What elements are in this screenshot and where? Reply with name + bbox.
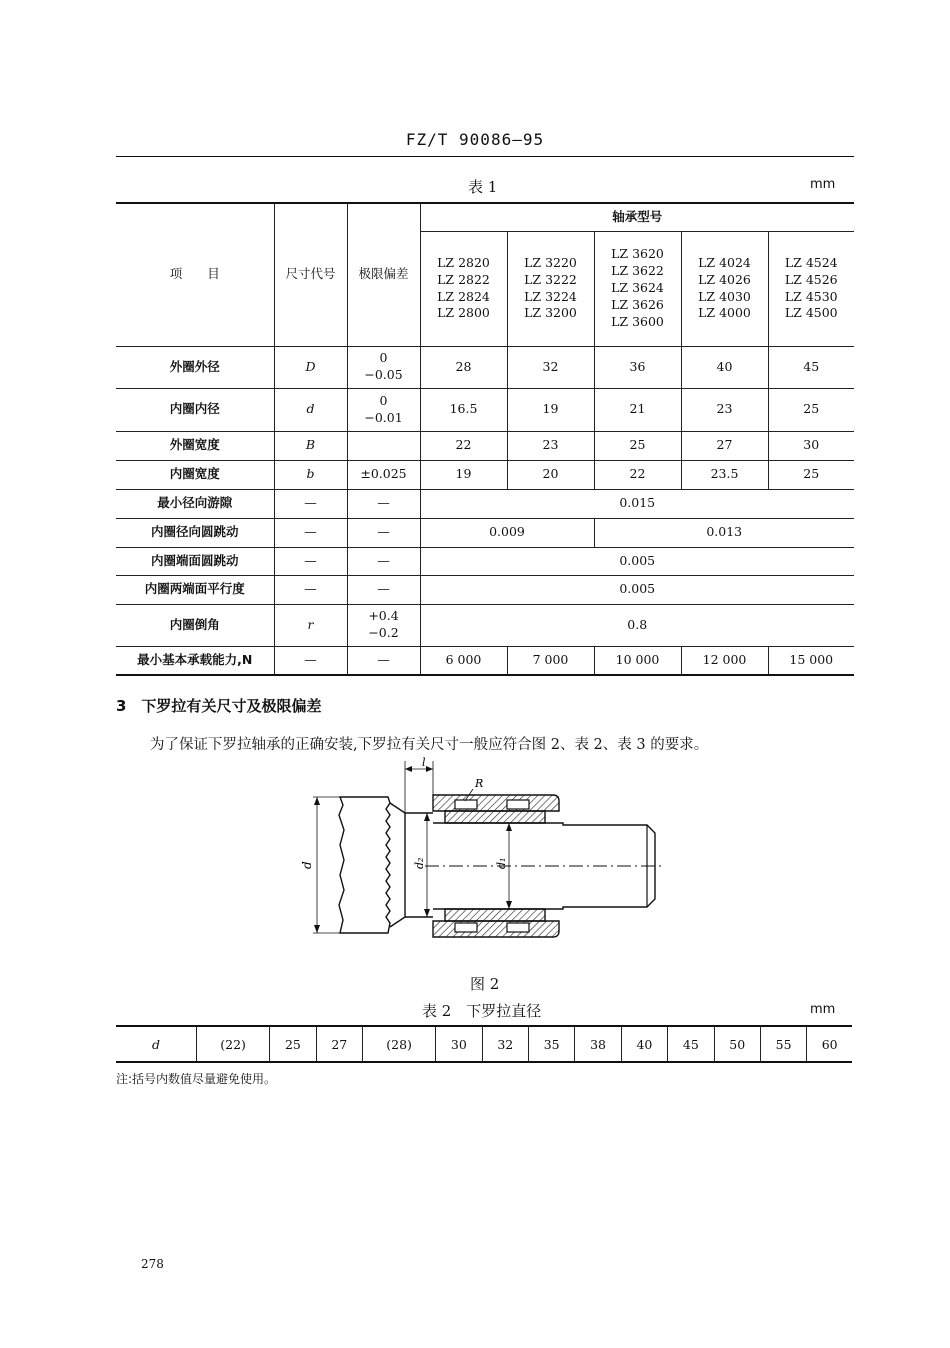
dim-d2-label: d₂ bbox=[413, 857, 426, 869]
dim-l-label: l bbox=[422, 756, 426, 769]
table-row: 内圈倒角 r +0.4 −0.2 0.8 bbox=[116, 604, 854, 646]
needle-roller bbox=[507, 923, 529, 932]
outer-ring-bottom bbox=[433, 921, 559, 937]
table-note: 注:括号内数值尽量避免使用。 bbox=[116, 1072, 277, 1086]
header-symbol: 尺寸代号 bbox=[274, 203, 347, 346]
radius-label: R bbox=[475, 777, 484, 790]
table-row: 内圈端面圆跳动 — — 0.005 bbox=[116, 547, 854, 575]
table1 bbox=[116, 202, 854, 676]
table2-unit: mm bbox=[810, 1002, 836, 1017]
document-code: FZ/T 90086—95 bbox=[405, 130, 545, 149]
tolerance-cell: 0 −0.01 bbox=[347, 388, 420, 431]
table-row: 外圈宽度 B 22 23 25 27 30 bbox=[116, 431, 854, 460]
outer-ring-top bbox=[433, 795, 559, 811]
table-row: 外圈外径 D 0 −0.05 28 32 36 40 45 bbox=[116, 346, 854, 388]
model-cell: LZ 3220 LZ 3222 LZ 3224 LZ 3200 bbox=[507, 231, 594, 346]
model-cell: LZ 4524 LZ 4526 LZ 4530 LZ 4500 bbox=[768, 231, 854, 346]
model-cell: LZ 3620 LZ 3622 LZ 3624 LZ 3626 LZ 3600 bbox=[594, 231, 681, 346]
inner-ring-bottom bbox=[445, 909, 545, 921]
table2 bbox=[116, 1025, 852, 1063]
header-bearing-model: 轴承型号 bbox=[420, 203, 854, 231]
model-cell: LZ 4024 LZ 4026 LZ 4030 LZ 4000 bbox=[681, 231, 768, 346]
table2-caption: 表 2 下罗拉直径 bbox=[422, 1002, 542, 1020]
dim-d-label: d bbox=[300, 861, 314, 869]
needle-roller bbox=[455, 800, 477, 809]
table-row: 内圈径向圆跳动 — — 0.009 0.013 bbox=[116, 518, 854, 547]
table-row: 最小径向游隙 — — 0.015 bbox=[116, 489, 854, 518]
header-tolerance: 极限偏差 bbox=[347, 203, 420, 346]
table-row: 内圈宽度 b ±0.025 19 20 22 23.5 25 bbox=[116, 460, 854, 489]
roller-body bbox=[339, 797, 390, 933]
table1-caption: 表 1 bbox=[468, 178, 498, 196]
tolerance-cell: +0.4 −0.2 bbox=[347, 604, 420, 646]
header-item: 项 目 bbox=[116, 203, 274, 346]
section-paragraph: 为了保证下罗拉轴承的正确安装,下罗拉有关尺寸一般应符合图 2、表 2、表 3 的要求。 bbox=[150, 737, 709, 753]
inner-ring-top bbox=[445, 811, 545, 823]
page-number: 278 bbox=[141, 1257, 164, 1271]
dim-d1-label: d₁ bbox=[495, 857, 508, 869]
table-row: 内圈内径 d 0 −0.01 16.5 19 21 23 25 bbox=[116, 388, 854, 431]
table1-unit: mm bbox=[810, 177, 836, 192]
roller-bearing-figure bbox=[295, 755, 675, 970]
table-row: 内圈两端面平行度 — — 0.005 bbox=[116, 575, 854, 604]
needle-roller bbox=[455, 923, 477, 932]
header-rule bbox=[116, 156, 854, 157]
table-row: 最小基本承载能力,N — — 6 000 7 000 10 000 12 000 15 000 bbox=[116, 646, 854, 675]
tolerance-cell: 0 −0.05 bbox=[347, 346, 420, 388]
section-heading: 3 下罗拉有关尺寸及极限偏差 bbox=[116, 697, 322, 715]
table1-header-row bbox=[116, 203, 854, 231]
needle-roller bbox=[507, 800, 529, 809]
roller-neck bbox=[390, 803, 405, 927]
figure-caption: 图 2 bbox=[470, 975, 500, 993]
table-row: d (22) 25 27 (28) 30 32 35 38 40 45 50 55 60 bbox=[116, 1026, 852, 1062]
model-cell: LZ 2820 LZ 2822 LZ 2824 LZ 2800 bbox=[420, 231, 507, 346]
